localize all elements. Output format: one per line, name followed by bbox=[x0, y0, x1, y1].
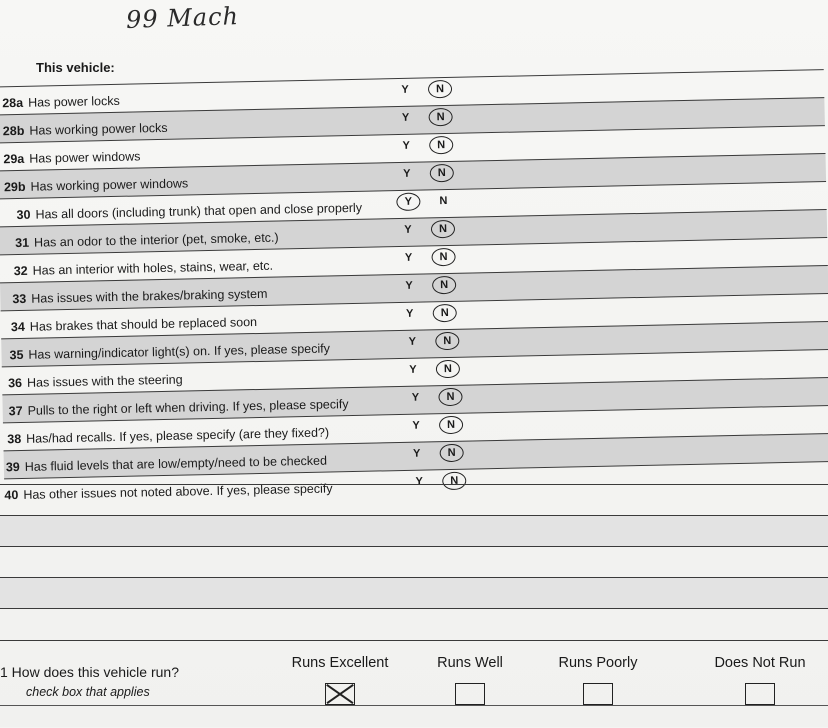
question-number: 35 bbox=[9, 348, 23, 362]
question-text: Has power windows bbox=[29, 149, 140, 165]
question-text: Pulls to the right or left when driving. If yes, please specify bbox=[27, 397, 348, 418]
question-text: Has fluid levels that are low/empty/need to be checked bbox=[25, 454, 327, 474]
yes-option[interactable]: Y bbox=[408, 446, 426, 461]
no-option[interactable]: N bbox=[439, 416, 463, 434]
option-does-not-run bbox=[705, 655, 815, 705]
yes-option[interactable]: Y bbox=[401, 306, 419, 321]
yes-no-choice bbox=[398, 164, 454, 183]
question-text: Has all doors (including trunk) that open and close properly bbox=[35, 201, 362, 222]
option-label: Runs Excellent bbox=[290, 655, 390, 671]
yes-no-choice bbox=[407, 416, 463, 435]
run-question-hint: check box that applies bbox=[26, 685, 150, 699]
section-heading: This vehicle: bbox=[36, 60, 115, 75]
yes-option[interactable]: Y bbox=[403, 334, 421, 349]
run-question bbox=[0, 640, 828, 728]
yes-no-choice bbox=[399, 248, 455, 267]
question-text: Has issues with the steering bbox=[27, 373, 183, 390]
yes-option[interactable]: Y bbox=[404, 362, 422, 377]
no-option[interactable]: N bbox=[431, 220, 455, 238]
question-text: Has warning/indicator light(s) on. If yes, please specify bbox=[28, 341, 330, 361]
question-text: Has working power locks bbox=[29, 121, 168, 138]
question-number: 29a bbox=[3, 152, 24, 166]
question-text: Has other issues not noted above. If yes, please specify bbox=[23, 481, 332, 501]
yes-option[interactable]: Y bbox=[396, 193, 420, 211]
yes-option[interactable]: Y bbox=[396, 82, 414, 97]
question-number: 33 bbox=[12, 292, 26, 306]
yes-no-choice bbox=[407, 444, 463, 463]
yes-option[interactable]: Y bbox=[397, 138, 415, 153]
yes-no-choice bbox=[404, 360, 460, 379]
yes-no-choice bbox=[397, 136, 453, 155]
question-text: Has working power windows bbox=[30, 176, 188, 193]
notes-line[interactable] bbox=[0, 484, 828, 515]
no-option[interactable]: N bbox=[439, 444, 463, 462]
question-number: 31 bbox=[15, 236, 29, 250]
no-option[interactable]: N bbox=[436, 360, 460, 378]
option-runs-excellent bbox=[290, 655, 390, 705]
no-option[interactable]: N bbox=[432, 276, 456, 294]
option-label: Runs Poorly bbox=[548, 655, 648, 671]
divider bbox=[0, 705, 828, 706]
question-text: Has an odor to the interior (pet, smoke, etc.) bbox=[34, 231, 279, 250]
no-option[interactable]: N bbox=[435, 332, 459, 350]
option-runs-well bbox=[425, 655, 515, 705]
option-runs-poorly bbox=[548, 655, 648, 705]
question-number: 32 bbox=[14, 264, 28, 278]
question-text: Has brakes that should be replaced soon bbox=[30, 315, 257, 334]
no-option[interactable]: N bbox=[442, 472, 466, 490]
question-number: 38 bbox=[7, 432, 21, 446]
option-label: Does Not Run bbox=[705, 655, 815, 671]
yes-no-choice bbox=[406, 388, 462, 407]
yes-option[interactable]: Y bbox=[406, 390, 424, 405]
question-text: Has an interior with holes, stains, wear, etc. bbox=[33, 259, 274, 278]
yes-option[interactable]: Y bbox=[400, 278, 418, 293]
question-text: Has issues with the brakes/braking system bbox=[31, 287, 267, 306]
yes-option[interactable]: Y bbox=[410, 474, 428, 489]
notes-line[interactable] bbox=[0, 577, 828, 608]
question-number: 40 bbox=[4, 488, 18, 502]
yes-no-choice bbox=[403, 332, 459, 351]
yes-option[interactable]: Y bbox=[399, 250, 417, 265]
handwritten-note: 99 Mach bbox=[126, 2, 240, 34]
yes-option[interactable]: Y bbox=[398, 166, 416, 181]
question-text: Has/had recalls. If yes, please specify (are they fixed?) bbox=[26, 426, 329, 446]
question-number: 28a bbox=[2, 96, 23, 110]
notes-line[interactable] bbox=[0, 546, 828, 577]
run-question-text: 1 How does this vehicle run? bbox=[0, 664, 179, 680]
yes-option[interactable]: Y bbox=[407, 418, 425, 433]
option-label: Runs Well bbox=[425, 655, 515, 671]
question-number: 34 bbox=[11, 320, 25, 334]
checkbox-runs-excellent[interactable] bbox=[325, 683, 355, 705]
yes-no-choice bbox=[400, 276, 456, 295]
question-number: 39 bbox=[6, 460, 20, 474]
yes-no-choice bbox=[396, 108, 452, 127]
question-number: 30 bbox=[16, 208, 30, 222]
checkbox-runs-well[interactable] bbox=[455, 683, 485, 705]
checkbox-runs-poorly[interactable] bbox=[583, 683, 613, 705]
yes-no-choice bbox=[401, 304, 457, 323]
no-option[interactable]: N bbox=[429, 136, 453, 154]
yes-no-choice bbox=[396, 192, 452, 211]
yes-option[interactable]: Y bbox=[396, 110, 414, 125]
notes-line[interactable] bbox=[0, 515, 828, 546]
no-option[interactable]: N bbox=[428, 80, 452, 98]
question-text: Has power locks bbox=[28, 94, 120, 110]
no-option[interactable]: N bbox=[428, 108, 452, 126]
question-list bbox=[0, 69, 828, 506]
notes-line[interactable] bbox=[0, 608, 828, 639]
yes-no-choice bbox=[396, 80, 452, 99]
question-number: 29b bbox=[4, 180, 26, 194]
checkbox-does-not-run[interactable] bbox=[745, 683, 775, 705]
no-option[interactable]: N bbox=[431, 248, 455, 266]
yes-no-choice bbox=[399, 220, 455, 239]
question-number: 36 bbox=[8, 376, 22, 390]
question-number: 37 bbox=[9, 404, 23, 418]
yes-option[interactable]: Y bbox=[399, 222, 417, 237]
no-option[interactable]: N bbox=[434, 193, 452, 208]
question-number: 28b bbox=[3, 124, 25, 138]
notes-lines bbox=[0, 484, 828, 639]
no-option[interactable]: N bbox=[438, 388, 462, 406]
no-option[interactable]: N bbox=[433, 304, 457, 322]
no-option[interactable]: N bbox=[430, 164, 454, 182]
